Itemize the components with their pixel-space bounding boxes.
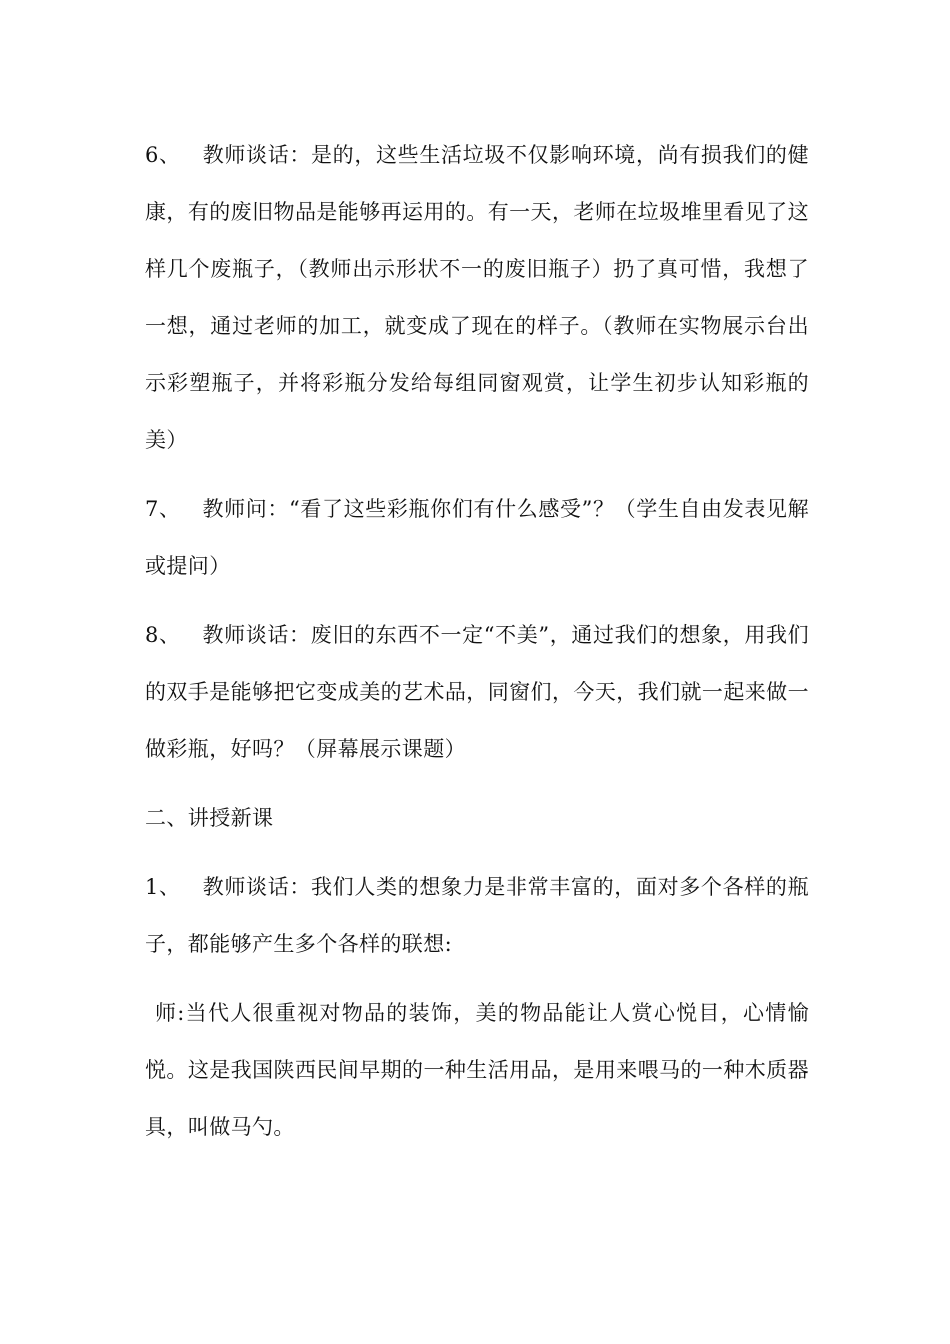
- paragraph-text: 教师谈话：是的，这些生活垃圾不仅影响环境，尚有损我们的健康，有的废旧物品是能够再运用的。有一天，老师在垃圾堆里看见了这样几个废瓶子，（教师出示形状不一的废旧瓶子）扔了真可惜，我想了一想，通过老师的加工，就变成了现在的样子。（教师在实物展示台出示彩塑瓶子，并将彩瓶分发给每组同窗观赏，让学生初步认知彩瓶的美）: [145, 143, 809, 452]
- paragraph-1: [145, 859, 809, 973]
- paragraph-7: [145, 481, 809, 595]
- document-body: [145, 127, 809, 1168]
- paragraph-number: 1、: [145, 875, 181, 899]
- paragraph-8: [145, 607, 809, 778]
- section-heading: [145, 790, 809, 847]
- paragraph-text: 教师谈话：废旧的东西不一定“不美”，通过我们的想象，用我们的双手是能够把它变成美的艺术品，同窗们，今天，我们就一起来做一做彩瓶，好吗？（屏幕展示课题）: [145, 623, 809, 761]
- paragraph-text: 教师谈话：我们人类的想象力是非常丰富的，面对多个各样的瓶子，都能够产生多个各样的联想:: [145, 875, 809, 956]
- paragraph-6: [145, 127, 809, 469]
- paragraph-number: 6、: [145, 143, 181, 167]
- section-heading-text: 二、讲授新课: [145, 806, 274, 830]
- paragraph-text: 教师问：“看了这些彩瓶你们有什么感受”？（学生自由发表见解或提问）: [145, 497, 809, 578]
- paragraph-teacher: [145, 985, 809, 1156]
- paragraph-number: 7、: [145, 497, 181, 521]
- paragraph-text: 师:当代人很重视对物品的装饰，美的物品能让人赏心悦目，心情愉悦。这是我国陕西民间早期的一种生活用品，是用来喂马的一种木质器具，叫做马勺。: [145, 1001, 809, 1139]
- paragraph-number: 8、: [145, 623, 181, 647]
